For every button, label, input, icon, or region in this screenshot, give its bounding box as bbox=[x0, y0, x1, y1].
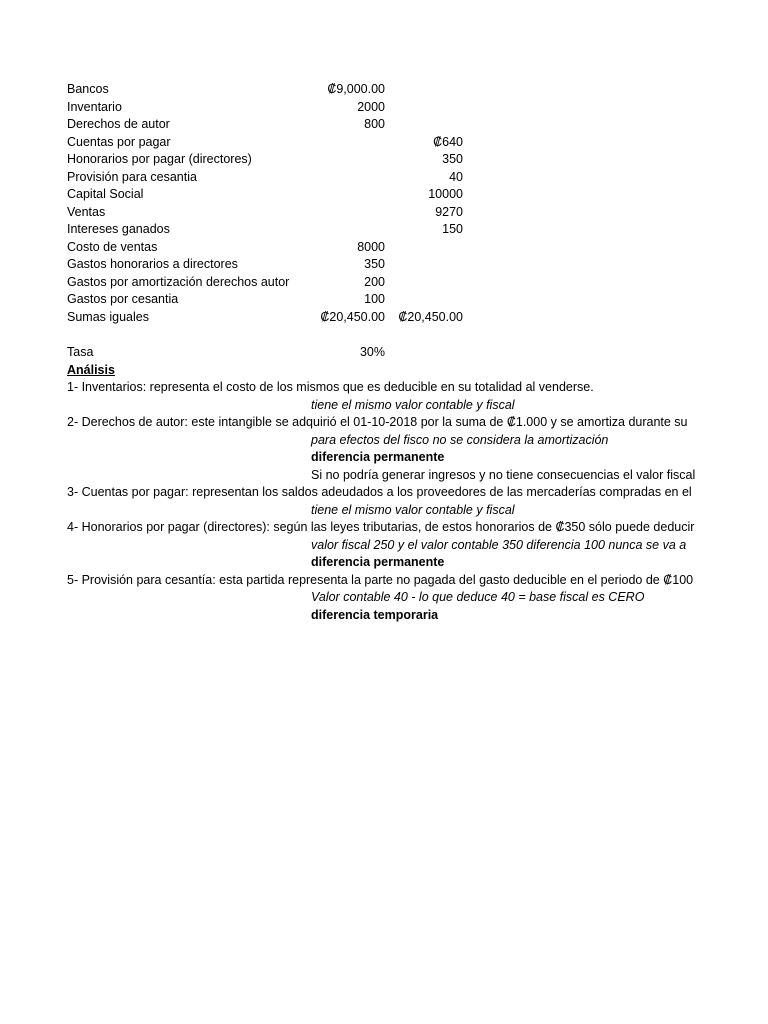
debit-cell-gastos-amortizacion: 200 bbox=[364, 275, 385, 289]
account-label-inventario: Inventario bbox=[67, 100, 122, 114]
credit-total-cell: ₡20,450.00 bbox=[398, 310, 463, 324]
analysis-item-4: 4- Honorarios por pagar (directores): según las leyes tributarias, de estos honorarios de ₡350 sólo puede deducir bbox=[67, 520, 695, 534]
credit-cell-ventas: 9270 bbox=[435, 205, 463, 219]
analysis-item-4-note-1: valor fiscal 250 y el valor contable 350 diferencia 100 nunca se va a bbox=[311, 538, 687, 552]
debit-cell-bancos: ₡9,000.00 bbox=[327, 82, 385, 96]
analysis-item-2: 2- Derechos de autor: este intangible se adquirió el 01-10-2018 por la suma de ₡1.000 y se amortiza durante su bbox=[67, 415, 688, 429]
analysis-heading: Análisis bbox=[67, 363, 115, 377]
debit-cell-gastos-honorarios: 350 bbox=[364, 257, 385, 271]
analysis-item-5-note-1: Valor contable 40 - lo que deduce 40 = base fiscal es CERO bbox=[311, 590, 645, 604]
account-label-capital-social: Capital Social bbox=[67, 187, 144, 201]
account-label-honorarios-pagar: Honorarios por pagar (directores) bbox=[67, 152, 252, 166]
account-label-provision-cesantia: Provisión para cesantia bbox=[67, 170, 197, 184]
analysis-item-2-note-3: Si no podría generar ingresos y no tiene consecuencias el valor fiscal bbox=[311, 468, 696, 482]
account-label-intereses-ganados: Intereses ganados bbox=[67, 222, 170, 236]
rate-value: 30% bbox=[359, 345, 385, 359]
account-label-sumas-iguales: Sumas iguales bbox=[67, 310, 149, 324]
credit-cell-cuentas-pagar: ₡640 bbox=[433, 135, 463, 149]
analysis-item-2-note-2: diferencia permanente bbox=[311, 450, 445, 464]
account-label-cuentas-pagar: Cuentas por pagar bbox=[67, 135, 171, 149]
analysis-item-5: 5- Provisión para cesantía: esta partida representa la parte no pagada del gasto deducible en el periodo de ₡100 bbox=[67, 573, 694, 587]
account-label-ventas: Ventas bbox=[67, 205, 106, 219]
account-label-bancos: Bancos bbox=[67, 82, 109, 96]
credit-cell-capital-social: 10000 bbox=[428, 187, 463, 201]
rate-label: Tasa bbox=[67, 345, 94, 359]
credit-cell-intereses-ganados: 150 bbox=[442, 222, 463, 236]
analysis-item-3-note: tiene el mismo valor contable y fiscal bbox=[311, 503, 515, 517]
debit-cell-inventario: 2000 bbox=[357, 100, 385, 114]
debit-cell-costo-ventas: 8000 bbox=[357, 240, 385, 254]
analysis-item-2-note-1: para efectos del fisco no se considera la amortización bbox=[311, 433, 609, 447]
analysis-item-1: 1- Inventarios: representa el costo de los mismos que es deducible en su totalidad al venderse. bbox=[67, 380, 594, 394]
credit-cell-honorarios-pagar: 350 bbox=[442, 152, 463, 166]
analysis-item-4-note-2: diferencia permanente bbox=[311, 555, 445, 569]
debit-total-cell: ₡20,450.00 bbox=[320, 310, 385, 324]
debit-cell-derechos-autor: 800 bbox=[364, 117, 385, 131]
account-label-derechos-autor: Derechos de autor bbox=[67, 117, 170, 131]
analysis-item-3: 3- Cuentas por pagar: representan los saldos adeudados a los proveedores de las mercaderías compradas en el bbox=[67, 485, 692, 499]
account-label-gastos-cesantia: Gastos por cesantia bbox=[67, 292, 179, 306]
account-label-costo-ventas: Costo de ventas bbox=[67, 240, 158, 254]
analysis-item-5-note-2: diferencia temporaria bbox=[311, 608, 439, 622]
analysis-item-1-note: tiene el mismo valor contable y fiscal bbox=[311, 398, 515, 412]
debit-cell-gastos-cesantia: 100 bbox=[364, 292, 385, 306]
account-label-gastos-honorarios: Gastos honorarios a directores bbox=[67, 257, 238, 271]
credit-cell-provision-cesantia: 40 bbox=[449, 170, 463, 184]
account-label-gastos-amortizacion: Gastos por amortización derechos autor bbox=[67, 275, 290, 289]
